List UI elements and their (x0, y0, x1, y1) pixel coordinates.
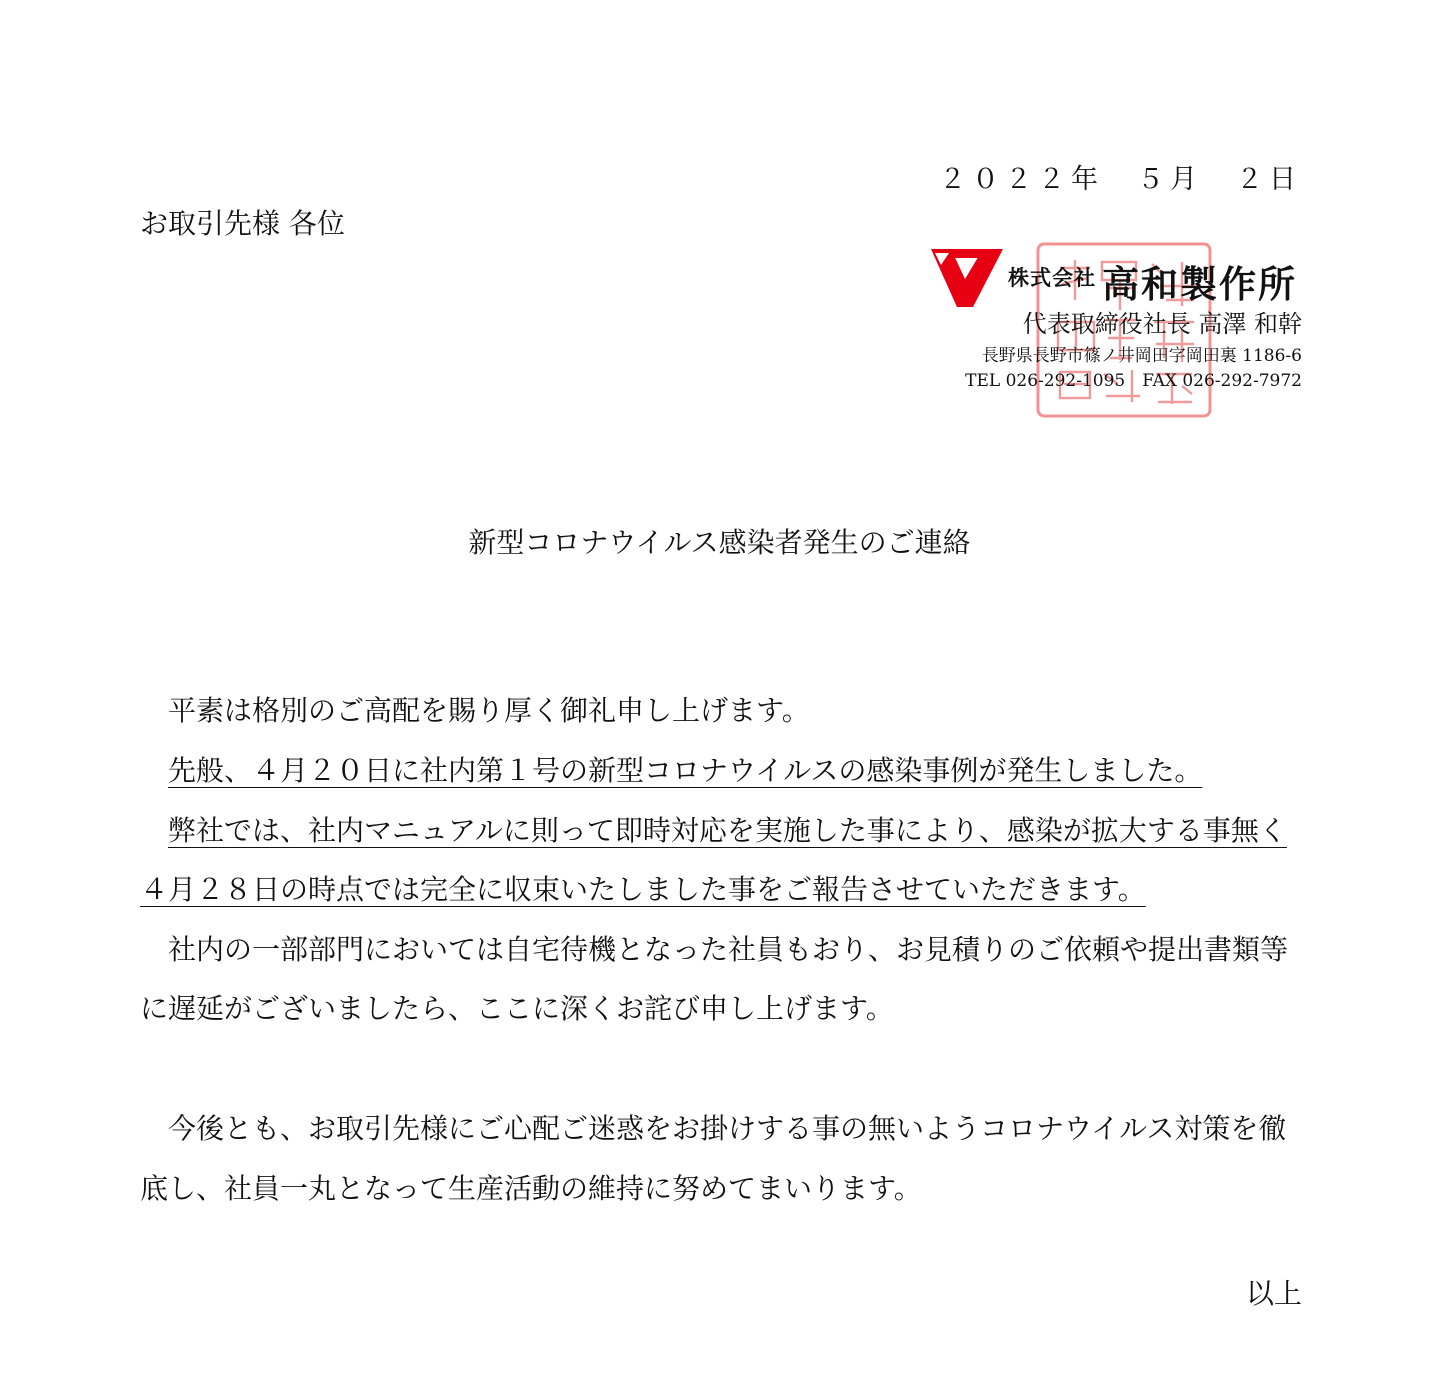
body-line-resolution-text: ４月２８日の時点では完全に収束いたしました事をご報告させていただきます。 (140, 873, 1146, 906)
body-line-future: 今後とも、お取引先様にご心配ご迷惑をお掛けする事の無いようコロナウイルス対策を徹 (168, 1112, 1287, 1145)
body-line-resolution (140, 868, 1146, 908)
recipient: お取引先様 各位 (140, 207, 345, 240)
letter-closing: 以上 (1245, 1277, 1302, 1310)
company-name: 高和製作所 (1102, 263, 1297, 306)
body-line-response-text: 弊社では、社内マニュアルに則って即時対応を実施した事により、感染が拡大する事無く (168, 814, 1287, 847)
company-address: 長野県長野市篠ノ井岡田字岡田裏 1186-6 (981, 346, 1302, 366)
letter-date: ２０２２年 ５月 ２日 (939, 164, 1302, 195)
body-line-impact: 社内の一部部門においては自宅待機となった社員もおり、お見積りのご依頼や提出書類等 (168, 933, 1289, 966)
company-logo (931, 249, 1003, 309)
letter-title: 新型コロナウイルス感染者発生のご連絡 (468, 526, 971, 559)
company-prefix: 株式会社 (1008, 266, 1096, 290)
body-line-response (140, 809, 1287, 849)
body-line-greeting: 平素は格別のご高配を賜り厚く御礼申し上げます。 (168, 694, 810, 727)
body-line-commitment: 底し、社員一丸となって生産活動の維持に努めてまいります。 (140, 1172, 922, 1205)
representative-name: 代表取締役社長 高澤 和幹 (1022, 310, 1302, 338)
body-line-incident-text: 先般、４月２０日に社内第１号の新型コロナウイルスの感染事例が発生しました。 (168, 754, 1203, 787)
body-line-incident (140, 749, 1202, 789)
company-contact: TEL 026-292-1095 FAX 026-292-7972 (965, 371, 1302, 391)
body-line-apology: に遅延がございましたら、ここに深くお詫び申し上げます。 (140, 992, 894, 1025)
